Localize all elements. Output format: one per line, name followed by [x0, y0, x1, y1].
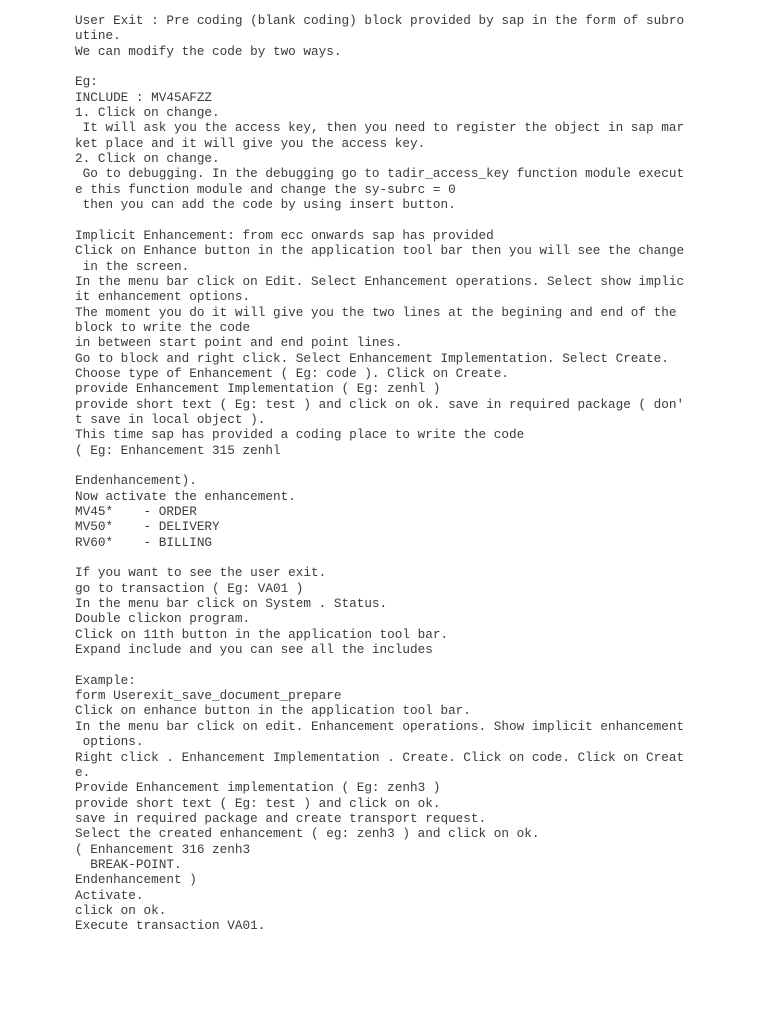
- document-line: Endenhancement).: [75, 473, 197, 489]
- document-line: Select the created enhancement ( eg: zenh3 ) and click on ok.: [75, 826, 540, 842]
- document-line: ( Eg: Enhancement 315 zenhl: [75, 442, 281, 458]
- document-line: Click on 11th button in the application tool bar.: [75, 626, 449, 642]
- document-line: INCLUDE : MV45AFZZ: [75, 89, 213, 105]
- document-line: in between start point and end point lines.: [75, 335, 403, 351]
- document-line: [75, 550, 685, 565]
- document-line: then you can add the code by using insert button.: [75, 197, 456, 213]
- document-line: e this function module and change the sy-subrc = 0: [75, 181, 456, 197]
- document-line: Provide Enhancement implementation ( Eg: zenh3 ): [75, 780, 441, 796]
- document-line: MV50* - DELIVERY: [75, 519, 220, 535]
- document-line: provide short text ( Eg: test ) and click on ok.: [75, 795, 441, 811]
- document-line: User Exit : Pre coding (blank coding) block provided by sap in the form of subro: [75, 13, 685, 28]
- document-line: In the menu bar click on edit. Enhancement operations. Show implicit enhancement: [75, 718, 685, 734]
- document-line: The moment you do it will give you the two lines at the begining and end of the: [75, 304, 677, 320]
- document-line: Now activate the enhancement.: [75, 488, 296, 504]
- document-line: It will ask you the access key, then you need to register the object in sap mar: [75, 120, 685, 136]
- document-line: click on ok.: [75, 902, 167, 918]
- document-line: options.: [75, 734, 144, 750]
- document-line: Click on Enhance button in the application tool bar then you will see the change: [75, 243, 685, 259]
- document-line: Activate.: [75, 887, 144, 903]
- document-line: [75, 657, 685, 672]
- document-line: Expand include and you can see all the includes: [75, 642, 433, 658]
- document-line: utine.: [75, 28, 121, 44]
- document-line: in the screen.: [75, 258, 190, 274]
- document-line: RV60* - BILLING: [75, 534, 213, 550]
- document-line: We can modify the code by two ways.: [75, 43, 342, 59]
- document-line: Go to block and right click. Select Enhancement Implementation. Select Create.: [75, 350, 669, 366]
- document-line: save in required package and create transport request.: [75, 810, 487, 826]
- document-line: ket place and it will give you the access key.: [75, 135, 426, 151]
- document-line: provide Enhancement Implementation ( Eg: zenhl ): [75, 381, 441, 397]
- document-line: Choose type of Enhancement ( Eg: code ). Click on Create.: [75, 365, 509, 381]
- document-line: In the menu bar click on System . Status.: [75, 596, 388, 612]
- document-line: This time sap has provided a coding place to write the code: [75, 427, 525, 443]
- document-line: [75, 212, 685, 227]
- document-line: Implicit Enhancement: from ecc onwards sap has provided: [75, 227, 494, 243]
- document-line: In the menu bar click on Edit. Select Enhancement operations. Select show implic: [75, 273, 685, 289]
- document-line: go to transaction ( Eg: VA01 ): [75, 580, 304, 596]
- document-line: Eg:: [75, 74, 98, 90]
- document-line: [75, 59, 685, 74]
- document-line: 2. Click on change.: [75, 151, 220, 167]
- document-line: Execute transaction VA01.: [75, 918, 266, 934]
- document-line: it enhancement options.: [75, 289, 251, 305]
- document-line: Example:: [75, 672, 136, 688]
- document-line: Double clickon program.: [75, 611, 251, 627]
- document-line: block to write the code: [75, 319, 251, 335]
- document-line: Right click . Enhancement Implementation . Create. Click on code. Click on Creat: [75, 749, 685, 765]
- document-line: [75, 458, 685, 473]
- document-line: MV45* - ORDER: [75, 504, 197, 519]
- document-line: form Userexit_save_document_prepare: [75, 688, 342, 704]
- document-text-body: [75, 13, 685, 934]
- document-line: e.: [75, 764, 91, 780]
- document-line: Endenhancement ): [75, 872, 197, 888]
- document-line: Go to debugging. In the debugging go to tadir_access_key function module execut: [75, 166, 685, 182]
- document-line: 1. Click on change.: [75, 105, 220, 121]
- document-line: Click on enhance button in the application tool bar.: [75, 703, 471, 719]
- document-line: BREAK-POINT.: [75, 856, 182, 872]
- document-line: provide short text ( Eg: test ) and click on ok. save in required package ( don': [75, 396, 685, 412]
- document-line: t save in local object ).: [75, 411, 266, 427]
- document-line: If you want to see the user exit.: [75, 565, 327, 581]
- document-line: ( Enhancement 316 zenh3: [75, 841, 251, 857]
